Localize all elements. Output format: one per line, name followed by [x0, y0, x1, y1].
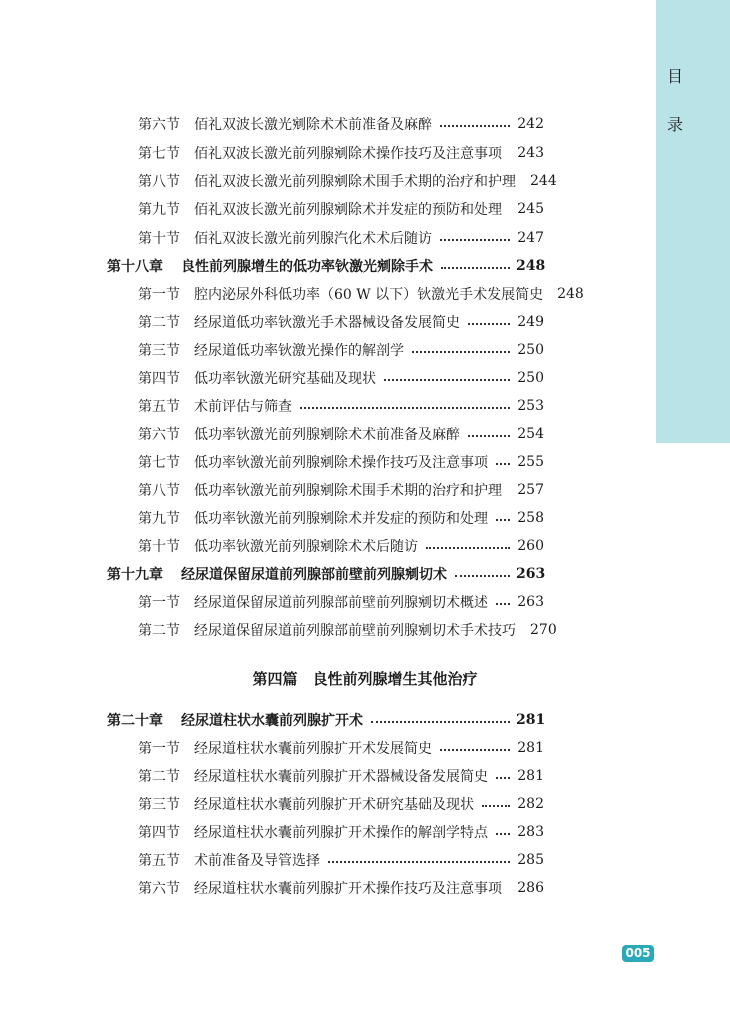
- page-ref: 248: [557, 286, 584, 302]
- dot-leader: [426, 547, 510, 549]
- toc-entry[interactable]: [0, 424, 544, 444]
- page-ref: 260: [517, 538, 544, 554]
- page-ref: 247: [517, 230, 544, 246]
- section-title: 经尿道柱状水囊前列腺扩开术研究基础及现状: [194, 797, 474, 813]
- dot-leader: [482, 805, 510, 807]
- section-label: 第二节: [138, 769, 180, 785]
- chapter-title: 良性前列腺增生的低功率钬激光剜除手术: [181, 259, 433, 275]
- section-label: 第一节: [138, 741, 180, 757]
- section-title: 腔内泌尿外科低功率（60 W 以下）钬激光手术发展简史: [194, 287, 544, 303]
- chapter-label: 第十九章: [107, 567, 163, 583]
- side-tab-char-mu: 目: [667, 64, 687, 84]
- page-ref: 257: [517, 482, 544, 498]
- section-title: 低功率钬激光前列腺剜除术围手术期的治疗和护理: [194, 483, 502, 499]
- section-label: 第二节: [138, 623, 180, 639]
- section-label: 第五节: [138, 853, 180, 869]
- dot-leader: [468, 435, 510, 437]
- section-title: 术前评估与筛查: [194, 399, 292, 415]
- section-title: 术前准备及导管选择: [194, 853, 320, 869]
- section-label: 第八节: [138, 483, 180, 499]
- section-label: 第一节: [138, 595, 180, 611]
- dot-leader: [496, 603, 510, 605]
- section-label: 第七节: [138, 146, 180, 162]
- toc-entry[interactable]: [0, 794, 544, 814]
- page-ref: 282: [517, 796, 544, 812]
- toc-chapter[interactable]: [0, 564, 544, 584]
- section-label: 第四节: [138, 371, 180, 387]
- toc-entry[interactable]: [0, 536, 544, 556]
- section-label: 第九节: [138, 202, 180, 218]
- toc-entry[interactable]: [0, 738, 544, 758]
- toc-entry[interactable]: [0, 143, 544, 163]
- section-title: 经尿道柱状水囊前列腺扩开术器械设备发展简史: [194, 769, 488, 785]
- section-title: 低功率钬激光研究基础及现状: [194, 371, 376, 387]
- section-label: 第十节: [138, 539, 180, 555]
- section-label: 第六节: [138, 117, 180, 133]
- section-title: 经尿道保留尿道前列腺部前壁前列腺剜切术概述: [194, 595, 488, 611]
- page-ref: 245: [517, 201, 544, 217]
- toc-entry[interactable]: [0, 766, 544, 786]
- section-title: 低功率钬激光前列腺剜除术术前准备及麻醉: [194, 427, 460, 443]
- page-ref: 270: [530, 622, 557, 638]
- toc-entry[interactable]: [0, 284, 584, 304]
- toc-chapter[interactable]: [0, 256, 544, 276]
- section-title: 经尿道低功率钬激光手术器械设备发展简史: [194, 315, 460, 331]
- section-title: 低功率钬激光前列腺剜除术术后随访: [194, 539, 418, 555]
- dot-leader: [440, 749, 510, 751]
- page-ref: 258: [517, 510, 544, 526]
- dot-leader: [468, 323, 510, 325]
- section-label: 第三节: [138, 797, 180, 813]
- section-title: 低功率钬激光前列腺剜除术操作技巧及注意事项: [194, 455, 488, 471]
- toc-entry[interactable]: [0, 480, 544, 500]
- page-ref: 250: [517, 370, 544, 386]
- page-ref: 254: [517, 426, 544, 442]
- section-label: 第四节: [138, 825, 180, 841]
- section-label: 第七节: [138, 455, 180, 471]
- section-title: 经尿道保留尿道前列腺部前壁前列腺剜切术手术技巧: [194, 623, 516, 639]
- page-ref: 281: [517, 768, 544, 784]
- toc-entry[interactable]: [0, 114, 544, 134]
- section-title: 经尿道低功率钬激光操作的解剖学: [194, 343, 404, 359]
- toc-chapter[interactable]: [0, 710, 544, 730]
- side-tab-char-lu: 录: [667, 112, 687, 132]
- page-ref: 255: [517, 454, 544, 470]
- section-title: 经尿道柱状水囊前列腺扩开术操作技巧及注意事项: [194, 881, 502, 897]
- toc-entry[interactable]: [0, 822, 544, 842]
- chapter-title: 经尿道保留尿道前列腺部前壁前列腺剜切术: [181, 567, 447, 583]
- section-title: 佰礼双波长激光前列腺汽化术术后随访: [194, 231, 432, 247]
- section-label: 第二节: [138, 315, 180, 331]
- toc-entry[interactable]: [0, 312, 544, 332]
- page-ref: 249: [517, 314, 544, 330]
- page-ref: 281: [517, 740, 544, 756]
- dot-leader: [496, 833, 510, 835]
- chapter-label: 第十八章: [107, 259, 163, 275]
- toc-entry[interactable]: [0, 878, 544, 898]
- part-heading: 第四篇 良性前列腺增生其他治疗: [252, 670, 478, 688]
- toc-entry[interactable]: [0, 228, 544, 248]
- toc-entry[interactable]: [0, 171, 557, 191]
- dot-leader: [328, 861, 510, 863]
- toc-entry[interactable]: [0, 620, 557, 640]
- dot-leader: [455, 575, 510, 577]
- toc-entry[interactable]: [0, 368, 544, 388]
- section-title: 佰礼双波长激光剜除术术前准备及麻醉: [194, 117, 432, 133]
- page-ref: 281: [516, 712, 546, 728]
- page-ref: 242: [517, 116, 544, 132]
- dot-leader: [441, 267, 510, 269]
- section-label: 第十节: [138, 231, 180, 247]
- page-ref: 248: [516, 258, 546, 274]
- toc-entry[interactable]: [0, 396, 544, 416]
- dot-leader: [496, 777, 510, 779]
- page-ref: 286: [517, 880, 544, 896]
- dot-leader: [412, 351, 510, 353]
- section-title: 低功率钬激光前列腺剜除术并发症的预防和处理: [194, 511, 488, 527]
- chapter-title: 经尿道柱状水囊前列腺扩开术: [181, 713, 363, 729]
- toc-entry[interactable]: [0, 452, 544, 472]
- dot-leader: [371, 721, 510, 723]
- toc-entry[interactable]: [0, 850, 544, 870]
- section-title: 经尿道柱状水囊前列腺扩开术操作的解剖学特点: [194, 825, 488, 841]
- page-ref: 285: [517, 852, 544, 868]
- page-ref: 243: [517, 145, 544, 161]
- dot-leader: [496, 519, 510, 521]
- section-title: 佰礼双波长激光前列腺剜除术围手术期的治疗和护理: [194, 174, 516, 190]
- section-title: 佰礼双波长激光前列腺剜除术操作技巧及注意事项: [194, 146, 502, 162]
- toc-entry[interactable]: [0, 340, 544, 360]
- dot-leader: [496, 463, 510, 465]
- dot-leader: [384, 379, 510, 381]
- toc-entry[interactable]: [0, 592, 544, 612]
- section-label: 第三节: [138, 343, 180, 359]
- toc-entry[interactable]: [0, 508, 544, 528]
- section-label: 第一节: [138, 287, 180, 303]
- dot-leader: [300, 407, 510, 409]
- dot-leader: [440, 125, 510, 127]
- section-label: 第六节: [138, 881, 180, 897]
- section-label: 第八节: [138, 174, 180, 190]
- page-ref: 263: [516, 566, 546, 582]
- section-label: 第九节: [138, 511, 180, 527]
- toc-entry[interactable]: [0, 199, 544, 219]
- section-label: 第五节: [138, 399, 180, 415]
- page-ref: 263: [517, 594, 544, 610]
- chapter-label: 第二十章: [107, 713, 163, 729]
- page-number: 005: [622, 945, 654, 962]
- page-ref: 283: [517, 824, 544, 840]
- dot-leader: [440, 239, 510, 241]
- section-title: 佰礼双波长激光前列腺剜除术并发症的预防和处理: [194, 202, 502, 218]
- page-ref: 250: [517, 342, 544, 358]
- page-ref: 253: [517, 398, 544, 414]
- section-label: 第六节: [138, 427, 180, 443]
- section-title: 经尿道柱状水囊前列腺扩开术发展简史: [194, 741, 432, 757]
- page-ref: 244: [530, 173, 557, 189]
